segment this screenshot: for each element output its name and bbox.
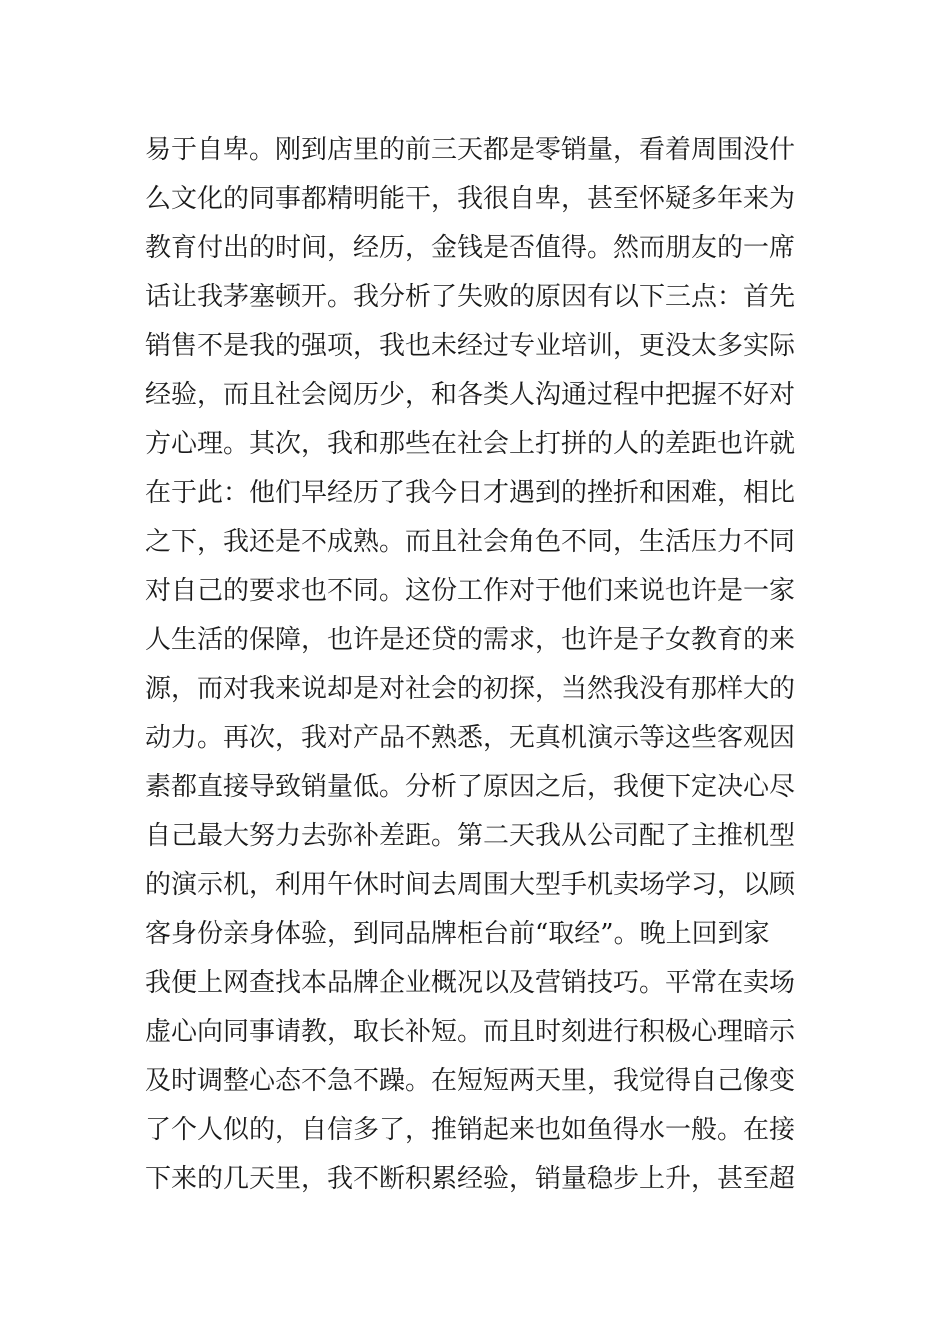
text-line: 源，而对我来说却是对社会的初探，当然我没有那样大的 (145, 674, 796, 704)
text-line: 我便上网查找本品牌企业概况以及营销技巧。平常在卖场 (145, 968, 796, 998)
text-line: 之下，我还是不成熟。而且社会角色不同，生活压力不同 (145, 527, 796, 557)
text-line: 销售不是我的强项，我也未经过专业培训，更没太多实际 (145, 331, 796, 361)
text-line: 客身份亲身体验，到同品牌柜台前“取经”。晚上回到家 (145, 919, 770, 949)
text-line: 了个人似的，自信多了，推销起来也如鱼得水一般。在接 (145, 1115, 796, 1145)
text-line: 易于自卑。刚到店里的前三天都是零销量，看着周围没什 (145, 135, 796, 165)
text-line: 虚心向同事请教，取长补短。而且时刻进行积极心理暗示 (145, 1017, 796, 1047)
text-line: 在于此：他们早经历了我今日才遇到的挫折和困难，相比 (145, 478, 796, 508)
text-line: 自己最大努力去弥补差距。第二天我从公司配了主推机型 (145, 821, 796, 851)
text-line: 的演示机，利用午休时间去周围大型手机卖场学习，以顾 (145, 870, 796, 900)
body-text (145, 126, 815, 1204)
text-line: 及时调整心态不急不躁。在短短两天里，我觉得自己像变 (145, 1066, 796, 1096)
text-line: 经验，而且社会阅历少，和各类人沟通过程中把握不好对 (145, 380, 796, 410)
text-line: 素都直接导致销量低。分析了原因之后，我便下定决心尽 (145, 772, 796, 802)
text-line: 话让我茅塞顿开。我分析了失败的原因有以下三点：首先 (145, 282, 796, 312)
text-line: 动力。再次，我对产品不熟悉，无真机演示等这些客观因 (145, 723, 796, 753)
text-line: 方心理。其次，我和那些在社会上打拼的人的差距也许就 (145, 429, 796, 459)
text-line: 人生活的保障，也许是还贷的需求，也许是子女教育的来 (145, 625, 796, 655)
text-line: 么文化的同事都精明能干，我很自卑，甚至怀疑多年来为 (145, 184, 796, 214)
text-line: 对自己的要求也不同。这份工作对于他们来说也许是一家 (145, 576, 796, 606)
text-line: 教育付出的时间，经历，金钱是否值得。然而朋友的一席 (145, 233, 796, 263)
text-line: 下来的几天里，我不断积累经验，销量稳步上升，甚至超 (145, 1164, 796, 1194)
